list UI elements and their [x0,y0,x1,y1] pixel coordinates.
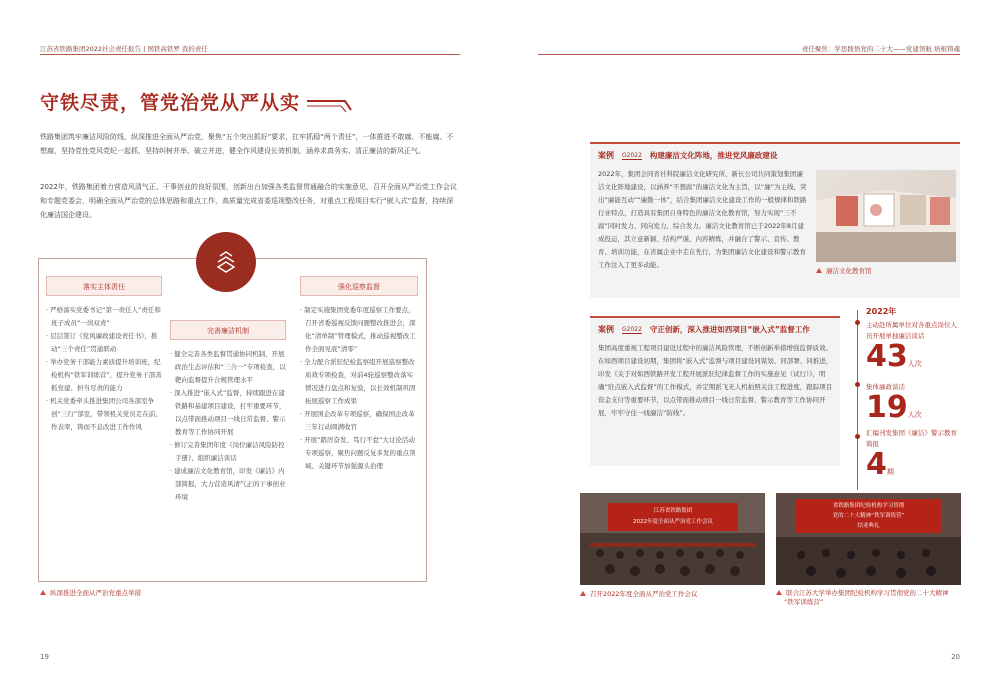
caption-triangle-icon [580,591,586,596]
header-left: 江苏省铁路集团2022社会责任报告 | 国铁高铁罗 我的责任 [40,45,208,53]
diagram-center-badge [196,232,256,292]
column-title: 完善廉洁机制 [170,320,286,340]
case-2-body: 集团高度重视工程项目建设过程中的廉洁风险管理，不断创新举措增强监督质效。在如西项目建设初期，集团将“嵌入式”监督与项目建设同谋划、同部署、同推进，印发《关于对如西铁路开发工程开展派驻纪律监督工作的实施意见（试行）》，明确“驻点嵌入式监督”的工作模式，并定期派飞无人机拍照关注工程进度，跟踪项目资金支付等重要环节，以点带面推动项目一线日常监督、警示教育等工作协同开展，牢牢守住一线廉洁“防线”。 [598,344,833,417]
stats-timeline [856,310,860,490]
stat-item-3: 汇编刊发集团《廉洁》警示教育简报 4期 [866,429,957,482]
left-photo-caption: 召开2022年度全面从严治党工作会议 [580,589,698,598]
column-title: 落实主体责任 [46,276,162,296]
case-1-heading [598,150,960,161]
training-camp-photo [776,493,961,585]
page-title: 守铁尽责，管党治党从严从实 [40,92,301,114]
case-title: 构建廉洁文化阵地，推进党风廉政建设 [649,151,778,160]
hands-stack-icon [211,247,241,277]
title-swoosh-icon [305,98,353,114]
intro-paragraph-2: 2022年，铁路集团着力营造风清气正、干事创业的良好氛围，创新出台加强各类监督贯通融合的实施意见，召开全面从严治党工作会议和专题党委会，明确全面从严治党的总体思路和重点工作，高质量完成省委巡视整改任务，对重点工程项目实行“嵌入式”监督，持续深化廉洁国企建设。 [40,183,457,219]
case-title: 守正创新，深入推进如西项目“嵌入式”监督工作 [649,325,810,334]
column-list: · 严格落实党委书记“第一责任人”责任和班子成员“一岗双责” · 层层签订《党风廉政建设责任书》，推动“三个责任”贯通联动 · 举办党务干部能力素质提升培训班，纪检机构“铁军训练营”，提升党务干部善抓党建、担当尽责的能力 · 机关党委牵头推进集团公司各部室争创“三行”部室，带领机关党员走在前、作表率，铸而不息改进工作作风 [46,306,162,431]
case-label: 案例 [598,151,614,160]
header-divider-left [40,54,460,55]
stats-year: 2022年 [866,307,897,316]
case-code: G2022 [622,151,642,159]
intro-paragraph-1: 铁路集团筑牢廉洁风险防线，纵深推进全面从严治党，聚焦“五个突出抓好”要求，扛牢抓稳“两个责任”，一体推进不敢腐、不能腐、不想腐，坚持党性党风党纪一起抓，坚持纠树并举、破立并进，健全作风建设长效机制，涵养求真务实、清正廉洁的新风正气。 [40,133,454,155]
work-meeting-photo [580,493,765,585]
diagram-column-1 [46,276,162,434]
header-divider-right [538,54,960,55]
column-list: · 制定实施集团党委年度巡察工作要点，召开省委巡视反馈问题整改推进会，深化“清单制”管理模式，推动巡视整改工作全面见底“清零” · 全力配合派驻纪检监察组开展巡察整改质效专项检查，对前4轮巡察整改落实情况进行盘点和复验，以长效机制巩固拓展巡察工作成果 · 开展国企改革专项巡察，确保国企改革三年行动圆满收官 · 开展“踏厉奋发、笃行不怠”大讨论活动专项巡察，聚焦问题反复多发的重点领域、关键环节加强源头治理 [300,306,416,470]
case-1-body: 2022年，集团会同省社科院廉洁文化研究所、新长公司共同策划集团廉洁文化阵地建设，以涵养“不想腐”的廉洁文化为主旨，以“廉”为主线，突出“廉能互动”“廉勤一体”，结合集团廉洁文化建设工作的一般规律和铁路行业特点，打造具有集团自身特色的廉洁文化教育馆，努力实现“三不腐”同时发力、同向发力、综合发力。廉洁文化教育馆已于2022年8月建成投运，其立意新颖、结构严谨、内容精炼，并融合了警示、宣传、教育、培训功能，在省属企业中走在先行，为集团廉洁文化建设和警示教育工作注入了更多动能。 [598,170,807,269]
diagram-column-2 [170,320,286,504]
meeting-banner: 江苏省铁路集团 2022年度全面从严治党工作会议 [608,503,738,531]
diagram-column-3 [300,276,418,473]
caption-triangle-icon [40,590,46,595]
case-2-heading [598,324,838,335]
page-number-left: 19 [40,653,49,661]
right-photo-caption: 联合江苏大学举办集团纪检机构学习贯彻党的二十大精神 “铁军训练营” [776,589,961,607]
case-label: 案例 [598,325,614,334]
case-code: G2022 [622,325,642,333]
column-list: · 健全完善各类监督贯通协同机制，开展政治生态评估和“三合一”专项检查，以靶向监督提升合规管理水平 · 深入推进“嵌入式”监督，持续跟进在建铁路和基建项目建设，打牢重要环节，以点带面推动项目一线日常监督、警示教育等工作协同开展 · 修订完善集团年度《岗位廉洁风险防控手册》，组织廉洁谈话 · 建成廉洁文化教育馆，印发《廉洁》内部简报，大力营造风清气正的干事创业环境 [170,350,286,501]
diagram-caption: 纵深推进全面从严治党重点举措 [40,588,141,597]
header-right: 责任聚焦：学思践悟党的二十大——党建领航 培根铸魂 [801,45,960,53]
case-1-photo-caption: 廉洁文化教育馆 [816,266,872,275]
training-banner: 省铁路集团纪检机构学习贯彻 党的二十大精神“铁军训练营” 结业典礼 [796,499,941,533]
caption-triangle-icon [816,268,822,273]
stat-item-1: 主动赴所属单位对各重点岗位人员开展单独廉洁谈话 43人次 [866,321,957,374]
page-number-right: 20 [951,653,960,661]
caption-triangle-icon [776,590,782,595]
education-hall-photo [816,170,956,262]
column-title: 强化巡察监督 [300,276,418,296]
stat-item-2: 集体廉政谈话 19人次 [866,383,922,425]
